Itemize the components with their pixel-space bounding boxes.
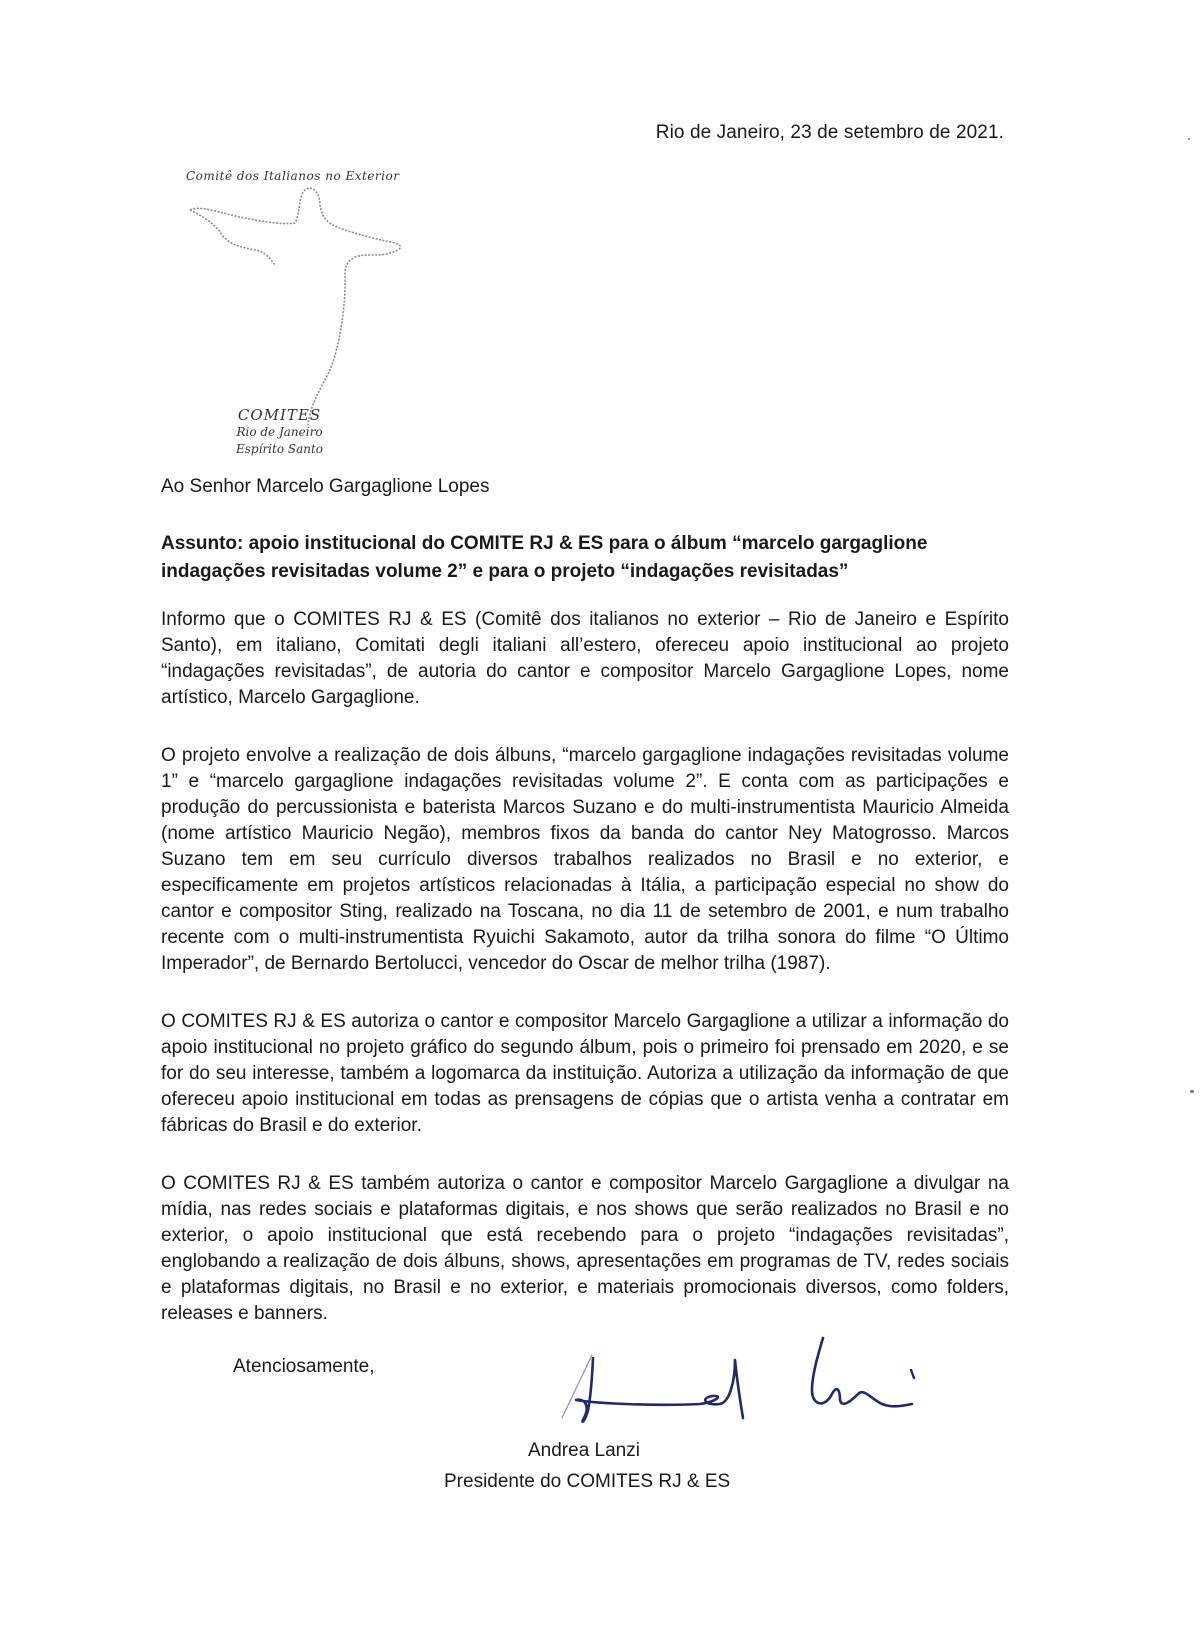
comites-logo (180, 165, 440, 465)
handwritten-signature (540, 1330, 920, 1440)
scan-speck (1188, 138, 1190, 140)
body-paragraph: O COMITES RJ & ES autoriza o cantor e compositor Marcelo Gargaglione a utilizar a informação do apoio institucional no projeto gráfico do segundo álbum, pois o primeiro foi prensado em 2020, e se for do seu interesse, também a logomarca da instituição. Autoriza a utilização da informação de que ofereceu apoio institucional em todas as prensagens de cópias que o artista venha a contratar em fábricas do Brasil e do exterior. (161, 1011, 1009, 1136)
body-paragraph: Informo que o COMITES RJ & ES (Comitê dos italianos no exterior – Rio de Janeiro e Espírito Santo), em italiano, Comitati degli italiani all’estero, ofereceu apoio institucional ao projeto “indagações revisitadas”, de autoria do cantor e compositor Marcelo Gargaglione Lopes, nome artístico, Marcelo Gargaglione. (161, 609, 1009, 708)
logo-top-text: Comitê dos Italianos no Exterior (186, 169, 400, 183)
letter-date: Rio de Janeiro, 23 de setembro de 2021. (655, 122, 1004, 143)
signer-name: Andrea Lanzi (528, 1440, 640, 1461)
recipient-line: Ao Senhor Marcelo Gargaglione Lopes (161, 476, 490, 497)
signer-title: Presidente do COMITES RJ & ES (444, 1471, 731, 1492)
logo-bottom-text: COMITES Rio de Janeiro Espírito Santo (236, 406, 324, 456)
body-paragraph: O COMITES RJ & ES também autoriza o cantor e compositor Marcelo Gargaglione a divulgar na mídia, nas redes sociais e plataformas digitais, e nos shows que serão realizados no Brasil e no exterior, o apoio institucional que está recebendo para o projeto “indagações revisitadas”, englobando a realização de dois álbuns, shows, apresentações em programas de TV, redes sociais e plataformas digitais, no Brasil e no exterior, e materiais promocionais diversos, como folders, releases e banners. (161, 1173, 1009, 1324)
scan-speck (1190, 1090, 1194, 1093)
subject-line: Assunto: apoio institucional do COMITE RJ & ES para o álbum “marcelo gargaglione indagações revisitadas volume 2” e para o projeto “indagações revisitadas” (161, 533, 928, 582)
body-paragraph: O projeto envolve a realização de dois álbuns, “marcelo gargaglione indagações revisitadas volume 1” e “marcelo gargaglione indagações revisitadas volume 2”. E conta com as participações e produção do percussionista e baterista Marcos Suzano e do multi-instrumentista Mauricio Almeida (nome artístico Mauricio Negão), membros fixos da banda do cantor Ney Matogrosso. Marcos Suzano tem em seu currículo diversos trabalhos realizados no Brasil e no exterior, e especificamente em projetos artísticos relacionadas à Itália, a participação especial no show do cantor e compositor Sting, realizado na Toscana, no dia 11 de setembro de 2001, e num trabalho recente com o multi-instrumentista Ryuichi Sakamoto, autor da trilha sonora do filme “O Último Imperador”, de Bernardo Bertolucci, vencedor do Oscar de melhor trilha (1987). (161, 745, 1009, 974)
closing-salutation: Atenciosamente, (233, 1356, 375, 1377)
